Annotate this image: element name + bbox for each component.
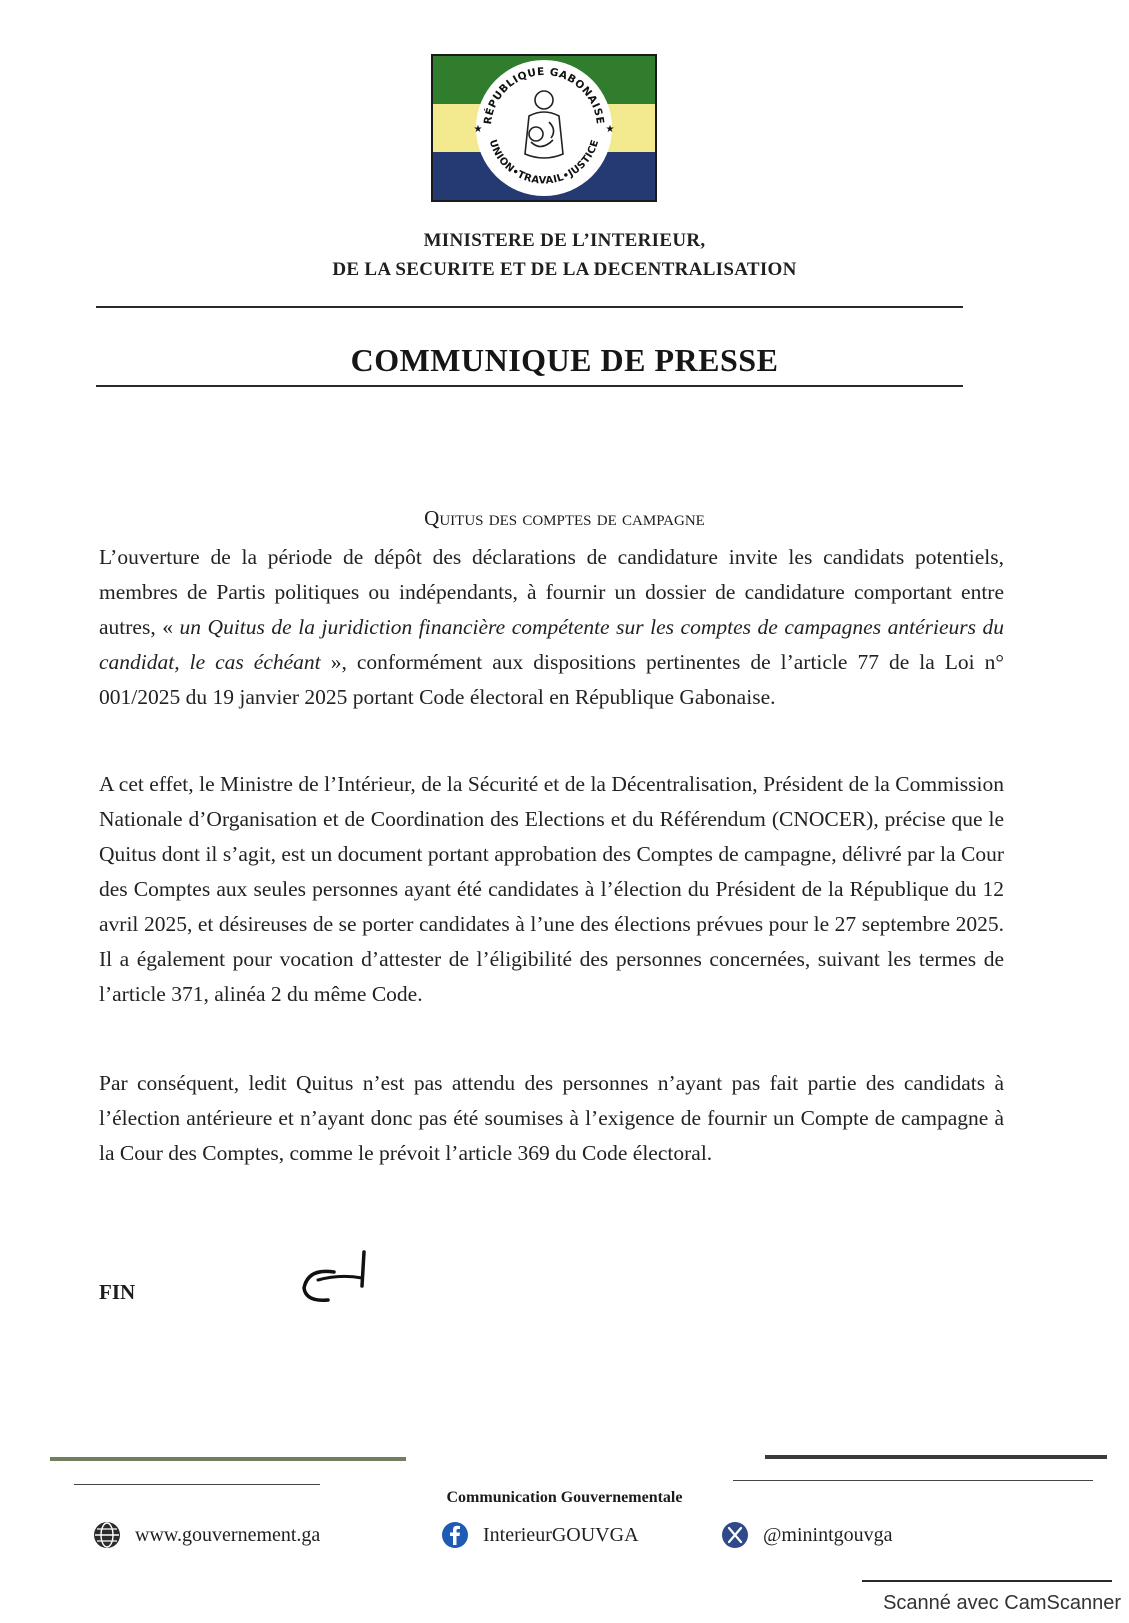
ministry-name-line1: MINISTERE DE L’INTERIEUR,: [423, 230, 706, 251]
paragraph-2: [99, 767, 1004, 1012]
footer-twitter[interactable]: [721, 1521, 893, 1549]
paragraph-3-text: Par conséquent, ledit Quitus n’est pas attendu des personnes n’ayant pas fait partie des candidats à l’élection antérieure et n’ayant donc pas été soumises à l’exigence de fournir un Compte de campagne à la Cour des Comptes, comme le prévoit l’article 369 du Code électoral.: [99, 1071, 1004, 1165]
footer-rule-right: [765, 1455, 1107, 1459]
footer-title: Communication Gouvernementale: [446, 1489, 683, 1506]
document-title: COMMUNIQUE DE PRESSE: [350, 342, 779, 378]
emblem-bottom-text: UNION•TRAVAIL•JUSTICE: [486, 138, 602, 187]
twitter-handle[interactable]: @minintgouvga: [763, 1523, 893, 1546]
paragraph-1-quote: un Quitus de la juridiction financière compétente sur les comptes de campagnes antérieurs du candidat, le cas échéant: [99, 615, 1005, 674]
closing-fin: FIN: [99, 1280, 136, 1304]
facebook-icon: [441, 1521, 469, 1549]
ministry-name-line2: DE LA SECURITE ET DE LA DECENTRALISATION: [332, 259, 797, 280]
footer-thin-rule-left: [74, 1484, 320, 1485]
x-twitter-icon: [721, 1521, 749, 1549]
paragraph-1-intro: L’ouverture de la période de dépôt des déclarations de candidature invite les candidats potentiels, membres de Partis politiques ou indépendants, à fournir un dossier de candidature comportant entre autres, «: [99, 545, 1004, 639]
facebook-handle[interactable]: InterieurGOUVGA: [483, 1523, 639, 1546]
footer-website[interactable]: [93, 1521, 320, 1549]
svg-text:★: ★: [473, 124, 483, 135]
header-divider-bottom: [96, 385, 963, 387]
globe-icon: [93, 1521, 121, 1549]
paragraph-3: [99, 1066, 1004, 1171]
paragraph-1: [99, 540, 1004, 715]
signature-mark: [300, 1246, 380, 1306]
scanner-rule: [862, 1580, 1112, 1582]
footer-facebook[interactable]: [441, 1521, 639, 1549]
scanner-watermark: Scanné avec CamScanner: [883, 1592, 1121, 1614]
emblem-graphic: [433, 56, 655, 200]
gabon-emblem: [431, 54, 657, 202]
header-divider-top: [96, 306, 963, 308]
paragraph-2-text: A cet effet, le Ministre de l’Intérieur, de la Sécurité et de la Décentralisation, Président de la Commission Nationale d’Organisation et de Coordination des Elections et du Référendum (CNOCER), précise que le Quitus dont il s’agit, est un document portant approbation des Comptes de campagne, délivré par la Cour des Comptes aux seules personnes ayant été candidates à l’élection du Président de la République du 12 avril 2025, et désireuses de se porter candidates à l’une des élections prévues pour le 27 septembre 2025. Il a également pour vocation d’attester de l’éligibilité des personnes concernées, suivant les termes de l’article 371, alinéa 2 du même Code.: [99, 772, 1004, 1006]
svg-text:★: ★: [605, 124, 615, 135]
website-link[interactable]: www.gouvernement.ga: [135, 1523, 321, 1546]
paragraph-1-outro: », conformément aux dispositions pertinentes de l’article 77 de la Loi n° 001/2025 du 19 janvier 2025 portant Code électoral en République Gabonaise.: [99, 650, 1004, 709]
footer-thin-rule-right: [733, 1480, 1093, 1481]
subject-heading: Quitus des comptes de campagne: [424, 506, 705, 530]
emblem-top-text: RÉPUBLIQUE GABONAISE: [482, 65, 606, 126]
footer-rule-left: [50, 1457, 406, 1461]
